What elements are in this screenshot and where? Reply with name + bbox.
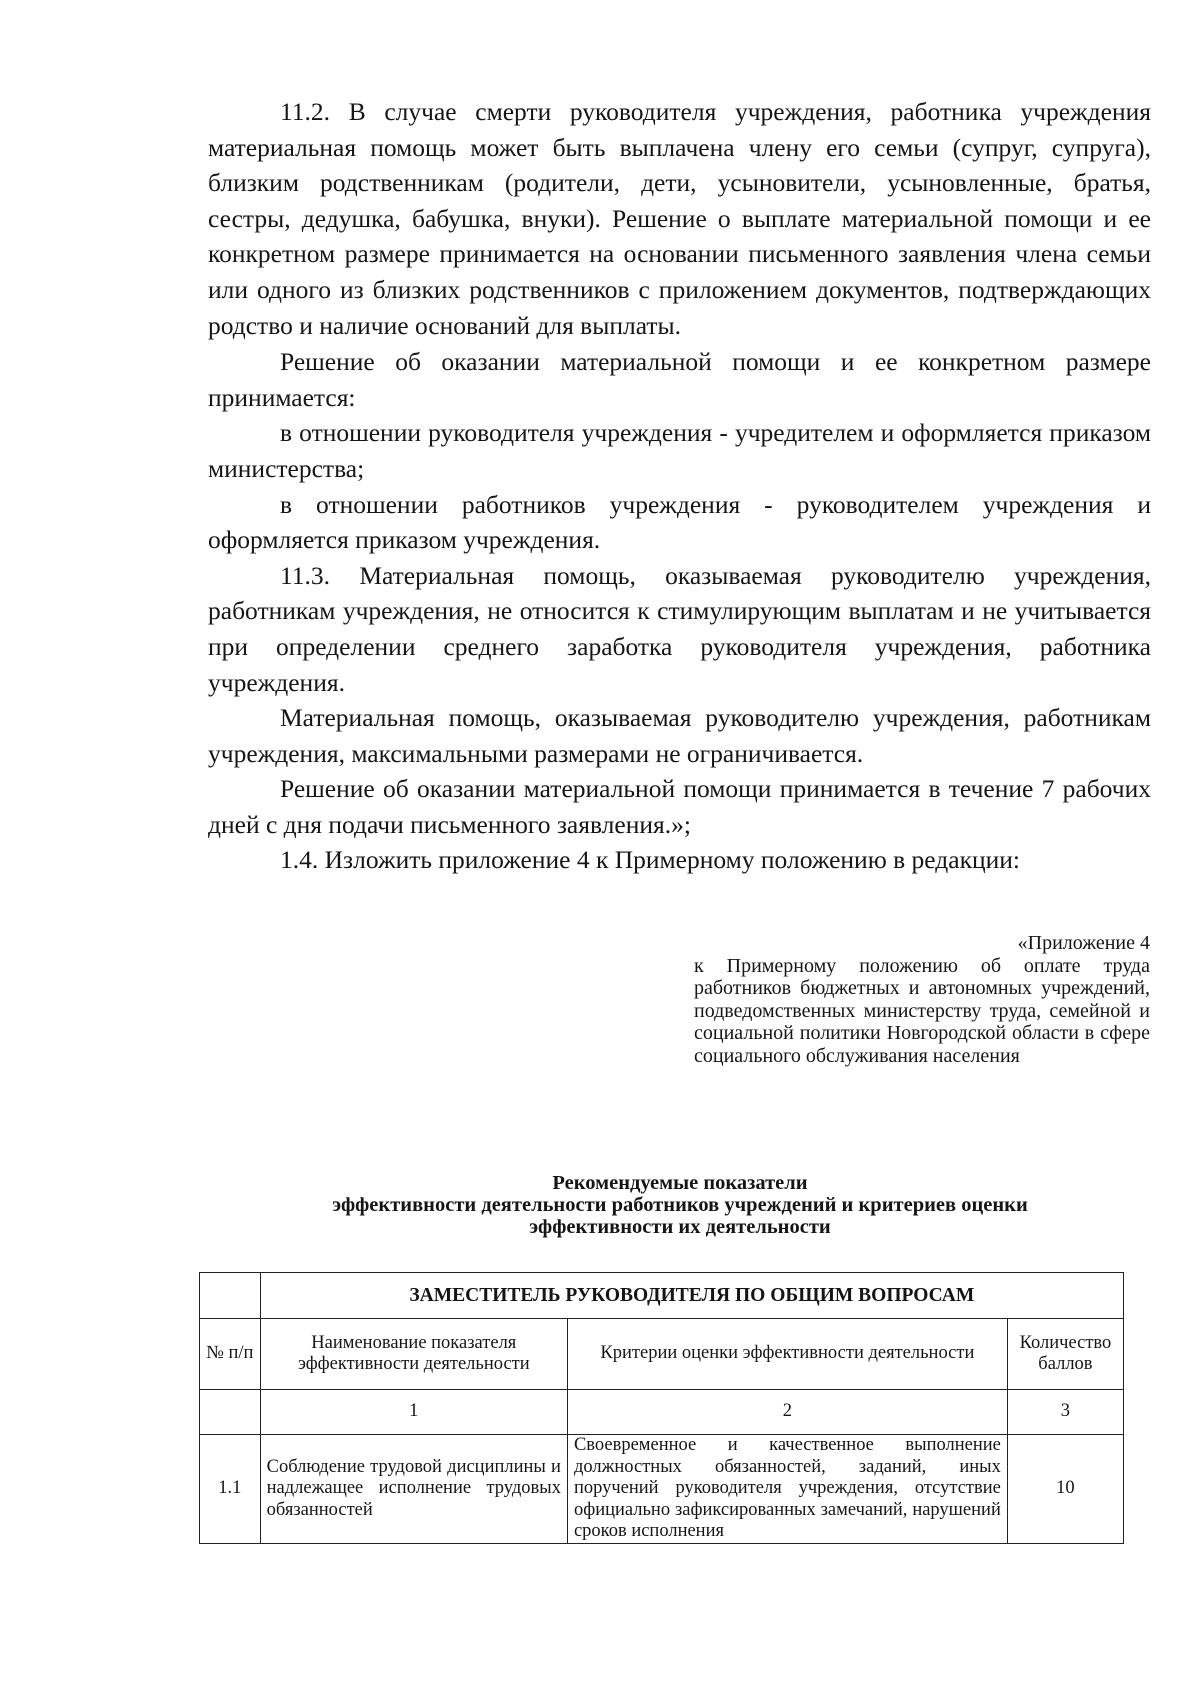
row-num: 1.1 xyxy=(200,1435,261,1544)
row-indicator-name: Соблюдение трудовой дисциплины и надлежащее исполнение трудовых обязанностей xyxy=(260,1435,567,1544)
paragraph-no-limit: Материальная помощь, оказываемая руководителю учреждения, работникам учреждения, максимальными размерами не ограничивается. xyxy=(208,703,1151,768)
table-header-row xyxy=(200,1319,1124,1390)
header-num: № п/п xyxy=(200,1319,261,1390)
header-score: Количество баллов xyxy=(1007,1319,1123,1390)
title-line-1: Рекомендуемые показатели xyxy=(552,1172,808,1194)
indicators-table xyxy=(199,1272,1124,1544)
document-title xyxy=(220,1172,1140,1238)
title-line-2: эффективности деятельности работников учреждений и критериев оценки xyxy=(332,1194,1028,1216)
paragraph-head-order: в отношении руководителя учреждения - учредителем и оформляется приказом министерства; xyxy=(208,418,1151,483)
table-row xyxy=(200,1435,1124,1544)
table-index-row xyxy=(200,1390,1124,1435)
paragraph-deadline: Решение об оказании материальной помощи принимается в течение 7 рабочих дней с дня подачи письменного заявления.»; xyxy=(208,774,1151,839)
section-title: ЗАМЕСТИТЕЛЬ РУКОВОДИТЕЛЯ ПО ОБЩИМ ВОПРОСАМ xyxy=(260,1273,1123,1319)
section-empty-cell xyxy=(200,1273,261,1319)
appendix-number: «Приложение 4 xyxy=(1017,932,1150,954)
index-col-3: 3 xyxy=(1007,1390,1123,1435)
paragraph-decision: Решение об оказании материальной помощи и ее конкретном размере принимается: xyxy=(208,347,1151,412)
paragraph-workers-order: в отношении работников учреждения - руководителем учреждения и оформляется приказом учреждения. xyxy=(208,489,1151,555)
body-text xyxy=(208,94,1151,878)
header-name: Наименование показателя эффективности деятельности xyxy=(260,1319,567,1390)
row-score: 10 xyxy=(1007,1435,1123,1544)
paragraph-1-4: 1.4. Изложить приложение 4 к Примерному положению в редакции: xyxy=(280,845,1020,875)
index-empty-cell xyxy=(200,1390,261,1435)
header-criteria: Критерии оценки эффективности деятельности xyxy=(567,1319,1007,1390)
appendix-caption xyxy=(694,932,1150,1067)
paragraph-11-2: 11.2. В случае смерти руководителя учреждения, работника учреждения материальная помощь может быть выплачена члену его семьи (супруг, супруга), близким родственникам (родители, дети, усыновители, усыновленные, братья, сестры, дедушка, бабушка, внуки). Решение о выплате материальной помощи и ее конкретном размере принимается на основании письменного заявления члена семьи или одного из близких родственников с приложением документов, подтверждающих родство и наличие оснований для выплаты. xyxy=(208,97,1151,340)
row-criteria: Своевременное и качественное выполнение должностных обязанностей, заданий, иных поручений руководителя учреждения, отсутствие официально зафиксированных замечаний, нарушений сроков исполнения xyxy=(567,1435,1007,1544)
index-col-1: 1 xyxy=(260,1390,567,1435)
title-line-3: эффективности их деятельности xyxy=(529,1216,831,1238)
appendix-text: к Примерному положению об оплате труда работников бюджетных и автономных учреждений, подведомственных министерству труда, семейной и социальной политики Новгородской области в сфере социального обслуживания населения xyxy=(694,954,1150,1067)
paragraph-11-3: 11.3. Материальная помощь, оказываемая руководителю учреждения, работникам учреждения, не относится к стимулирующим выплатам и не учитывается при определении среднего заработка руководителя учреждения, работника учреждения. xyxy=(208,560,1151,697)
table-section-row xyxy=(200,1273,1124,1319)
index-col-2: 2 xyxy=(567,1390,1007,1435)
